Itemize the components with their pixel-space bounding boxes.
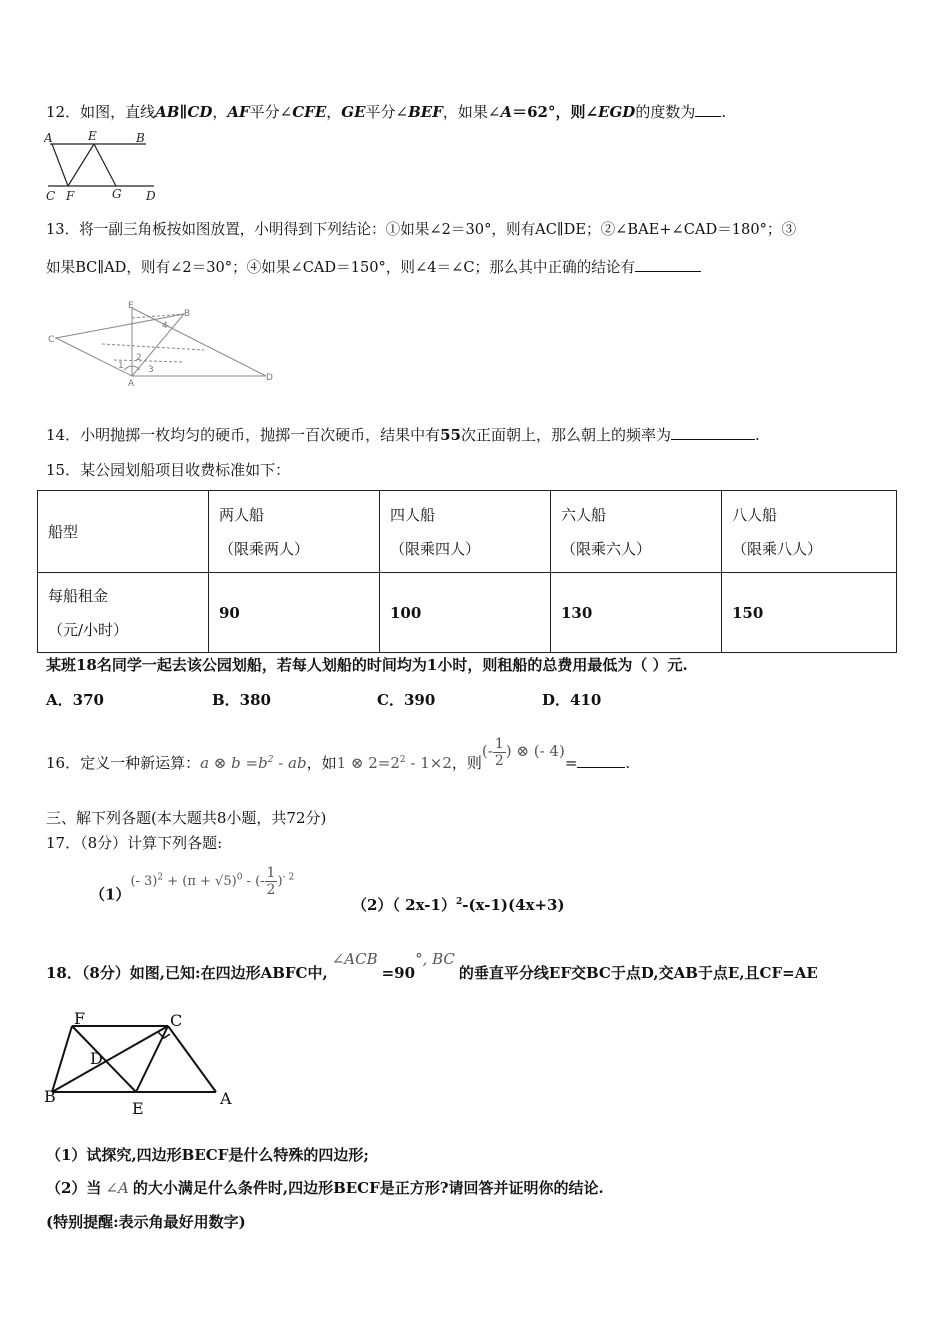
q12-egd: EGD <box>598 103 636 121</box>
q15-option-d[interactable] <box>542 690 601 710</box>
table-cell <box>551 573 722 653</box>
q16-t5: . <box>625 754 631 772</box>
cell-text: 八人船 <box>732 505 778 524</box>
q13-label-d: D <box>266 373 273 383</box>
q12-cd: CD <box>187 103 213 121</box>
option-label: A．370 <box>46 691 104 709</box>
cell-text: 130 <box>561 603 593 622</box>
q12-cfe: CFE <box>292 103 327 121</box>
q12-t6: ，如果∠ <box>442 103 501 121</box>
table-cell <box>209 491 380 573</box>
q14-answer-blank[interactable] <box>671 425 755 440</box>
q17-part2 <box>352 892 565 915</box>
q18-label-b: B <box>44 1087 56 1106</box>
q18-t3: 的垂直平分线EF交BC于点D,交AB于点E,且CF=AE <box>458 964 818 982</box>
cell-text: 两人船 <box>219 505 265 524</box>
q16-frac-num: 1 <box>494 735 504 752</box>
q18-seg-fe <box>72 1026 136 1092</box>
q12-t5: 平分∠ <box>365 103 409 121</box>
q14-t1: 14．小明抛掷一枚均匀的硬币，抛掷一百次硬币，结果中有 <box>46 426 441 444</box>
option-label: B．380 <box>212 691 271 709</box>
cell-text: 每船租金 <box>48 586 109 605</box>
q17-e1-sup3: - 2 <box>282 873 295 883</box>
q12-seg-eg <box>94 144 116 186</box>
q14-count: 55 <box>440 426 461 444</box>
q13-label-a: A <box>128 379 135 389</box>
q16-t1: 16．定义一种新运算： <box>46 754 201 772</box>
q16-t3: ，则 <box>451 754 482 772</box>
q12-text <box>46 102 726 122</box>
cell-text: 船型 <box>48 522 79 541</box>
q16-f2-sup: 2 <box>399 755 406 765</box>
q12-label-b: B <box>136 131 145 145</box>
q17-p1-label: （1） <box>90 885 131 904</box>
q18-seg-ca <box>168 1026 216 1092</box>
q18-sub2 <box>46 1178 604 1198</box>
q12-figure <box>44 128 164 204</box>
q13-figure <box>44 300 284 390</box>
q16-f2b: - 1×2 <box>405 754 452 772</box>
q17-part1 <box>90 865 295 912</box>
cell-text: （限乘六人） <box>561 539 652 558</box>
q18-angle-a: ∠A <box>105 1179 129 1197</box>
q16-fraction <box>493 736 506 769</box>
q12-number: 12． <box>46 103 81 121</box>
q13-answer-blank[interactable] <box>635 257 701 272</box>
q12-label-a: A <box>44 131 53 145</box>
q16-t2: ，如 <box>306 754 337 772</box>
table-cell <box>722 491 897 573</box>
q12-label-f: F <box>66 189 75 203</box>
q16-f2: 1 ⊗ 2=2 <box>336 754 400 772</box>
fee-table <box>37 490 897 653</box>
q12-ge: GE <box>341 103 366 121</box>
cell-text: 四人船 <box>390 505 436 524</box>
q17-p2-label: （2）（ 2x-1） <box>352 896 456 914</box>
q18-sub2-a: （2）当 <box>46 1179 102 1197</box>
q12-ab: AB <box>155 103 180 121</box>
q18-sub2-b: 的大小满足什么条件时,四边形BECF是正方形?请回答并证明你的结论. <box>132 1179 604 1197</box>
q18-note-text: (特别提醒:表示角最好用数字) <box>46 1213 246 1231</box>
q16-f1: a ⊗ b =b <box>200 754 268 772</box>
q12-t2: ， <box>212 103 228 121</box>
q13-label-c: C <box>48 335 55 345</box>
q14-t2: 次正面朝上，那么朝上的频率为 <box>460 426 671 444</box>
q18-label-e: E <box>132 1099 144 1118</box>
q16-t4: = <box>564 754 578 772</box>
q17-e1-sup1: 2 <box>157 873 164 883</box>
q16-formula-1 <box>200 754 306 772</box>
q16-f1-sup: 2 <box>267 755 274 765</box>
q13-line1 <box>46 220 796 240</box>
q13-label-3: 3 <box>148 365 154 375</box>
q15-question-text: 某班18名同学一起去该公园划船，若每人划船的时间均为1小时，则租船的总费用最低为（ ）元. <box>46 656 688 674</box>
table-cell <box>551 491 722 573</box>
table-cell <box>209 573 380 653</box>
cell-text: （限乘四人） <box>390 539 481 558</box>
table-cell <box>380 491 551 573</box>
section-3-title <box>46 808 326 828</box>
q18-angle-acb: ∠ACB <box>331 950 378 968</box>
q13-label-1: 1 <box>118 361 124 371</box>
q16-frac-den: 2 <box>494 752 504 769</box>
table-cell <box>38 491 209 573</box>
table-row <box>38 491 897 573</box>
q18-label-c: C <box>170 1011 183 1030</box>
q18-figure <box>40 1008 240 1120</box>
cell-text: 100 <box>390 603 422 622</box>
q13-line2 <box>46 257 701 278</box>
q17-frac-den: 2 <box>266 882 276 899</box>
q12-t9: . <box>721 103 727 121</box>
q12-bef: BEF <box>408 103 443 121</box>
q12-label-d: D <box>146 189 156 203</box>
q14-t3: . <box>754 426 760 444</box>
q13-label-2: 2 <box>136 353 142 363</box>
q12-t3: 平分∠ <box>249 103 293 121</box>
q16-formula-3 <box>481 735 565 769</box>
q15-option-c[interactable] <box>377 690 435 710</box>
q14-text <box>46 425 760 445</box>
q12-t4: ， <box>326 103 342 121</box>
q16-text <box>46 735 631 780</box>
q16-f3b: ) ⊗ (- 4) <box>505 742 565 760</box>
q12-seg-af <box>52 144 68 186</box>
q13-line2-text: 如果BC∥AD，则有∠2＝30°；④如果∠CAD＝150°，则∠4＝∠C；那么其中正确的结论有 <box>46 259 636 276</box>
q13-dash-1 <box>132 314 184 318</box>
q18-label-d: D <box>90 1049 103 1068</box>
q17-fraction <box>265 865 278 898</box>
q16-formula-2 <box>337 754 452 772</box>
q18-sub1 <box>46 1145 369 1165</box>
cell-text: （元/小时） <box>48 620 129 639</box>
q13-dash-2 <box>102 344 204 350</box>
q12-t7: ＝62°，则∠ <box>512 103 599 121</box>
table-cell <box>380 573 551 653</box>
q12-par: ∥ <box>179 103 188 121</box>
q12-answer-blank[interactable] <box>695 102 721 117</box>
cell-text: 90 <box>219 603 240 622</box>
q16-f1b: - ab <box>273 754 307 772</box>
q18-sub1-text: （1）试探究,四边形BECF是什么特殊的四边形; <box>46 1146 369 1164</box>
q17-frac-num: 1 <box>266 865 276 882</box>
q18-t2: =90 <box>381 964 416 982</box>
q17-e1-sup2: 0 <box>236 873 243 883</box>
q17-head <box>46 833 222 853</box>
q15-option-b[interactable] <box>212 690 271 710</box>
q18-t1: 18．（8分）如图,已知:在四边形ABFC中, <box>46 964 328 982</box>
q16-answer-blank[interactable] <box>577 753 625 768</box>
q18-label-f: F <box>74 1009 86 1028</box>
q17-e1b: + (π + √5) <box>163 874 237 890</box>
q18-bc: °, BC <box>415 950 455 968</box>
q12-t1: 如图，直线 <box>80 103 156 121</box>
q17-expression-1 <box>130 865 295 899</box>
q17-p2-sup: 2 <box>455 897 463 907</box>
q17-e1a: (- 3) <box>130 874 158 890</box>
q13-dash-3 <box>114 360 184 362</box>
q15-intro-text: 15．某公园划船项目收费标准如下： <box>46 461 291 479</box>
table-cell <box>38 573 209 653</box>
q13-line1-text: 13．将一副三角板按如图放置，小明得到下列结论：①如果∠2＝30°，则有AC∥DE；②∠BAE+∠CAD＝180°；③ <box>46 221 797 238</box>
cell-text: 150 <box>732 603 764 622</box>
q15-intro <box>46 460 290 480</box>
q13-label-b: B <box>184 309 191 319</box>
table-cell <box>722 573 897 653</box>
q12-a: A <box>500 103 513 121</box>
q13-label-4: 4 <box>162 321 168 331</box>
q12-t8: 的度数为 <box>635 103 696 121</box>
option-label: D．410 <box>542 691 602 709</box>
cell-text: 六人船 <box>561 505 607 524</box>
q15-question <box>46 655 688 675</box>
cell-text: （限乘八人） <box>732 539 823 558</box>
section-3-title-text: 三、解下列各题(本大题共8小题，共72分) <box>46 809 327 827</box>
q12-af: AF <box>227 103 250 121</box>
cell-text: （限乘两人） <box>219 539 310 558</box>
q15-option-a[interactable] <box>46 690 104 710</box>
q12-label-c: C <box>46 189 56 203</box>
q18-note <box>46 1212 246 1232</box>
q18-label-a: A <box>220 1089 232 1108</box>
q17-e1c: - (- <box>242 874 265 890</box>
q16-f3a: (- <box>481 742 493 760</box>
q17-e1d: ) <box>277 874 283 890</box>
q13-label-e: E <box>128 301 134 311</box>
q17-p2b: -(x-1)(4x+3) <box>462 896 565 914</box>
q18-text <box>46 950 818 990</box>
q17-head-text: 17．（8分）计算下列各题: <box>46 834 223 852</box>
q12-label-g: G <box>112 187 122 201</box>
q12-seg-ef <box>68 144 94 186</box>
q12-label-e: E <box>88 129 97 143</box>
table-row <box>38 573 897 653</box>
option-label: C．390 <box>377 691 436 709</box>
